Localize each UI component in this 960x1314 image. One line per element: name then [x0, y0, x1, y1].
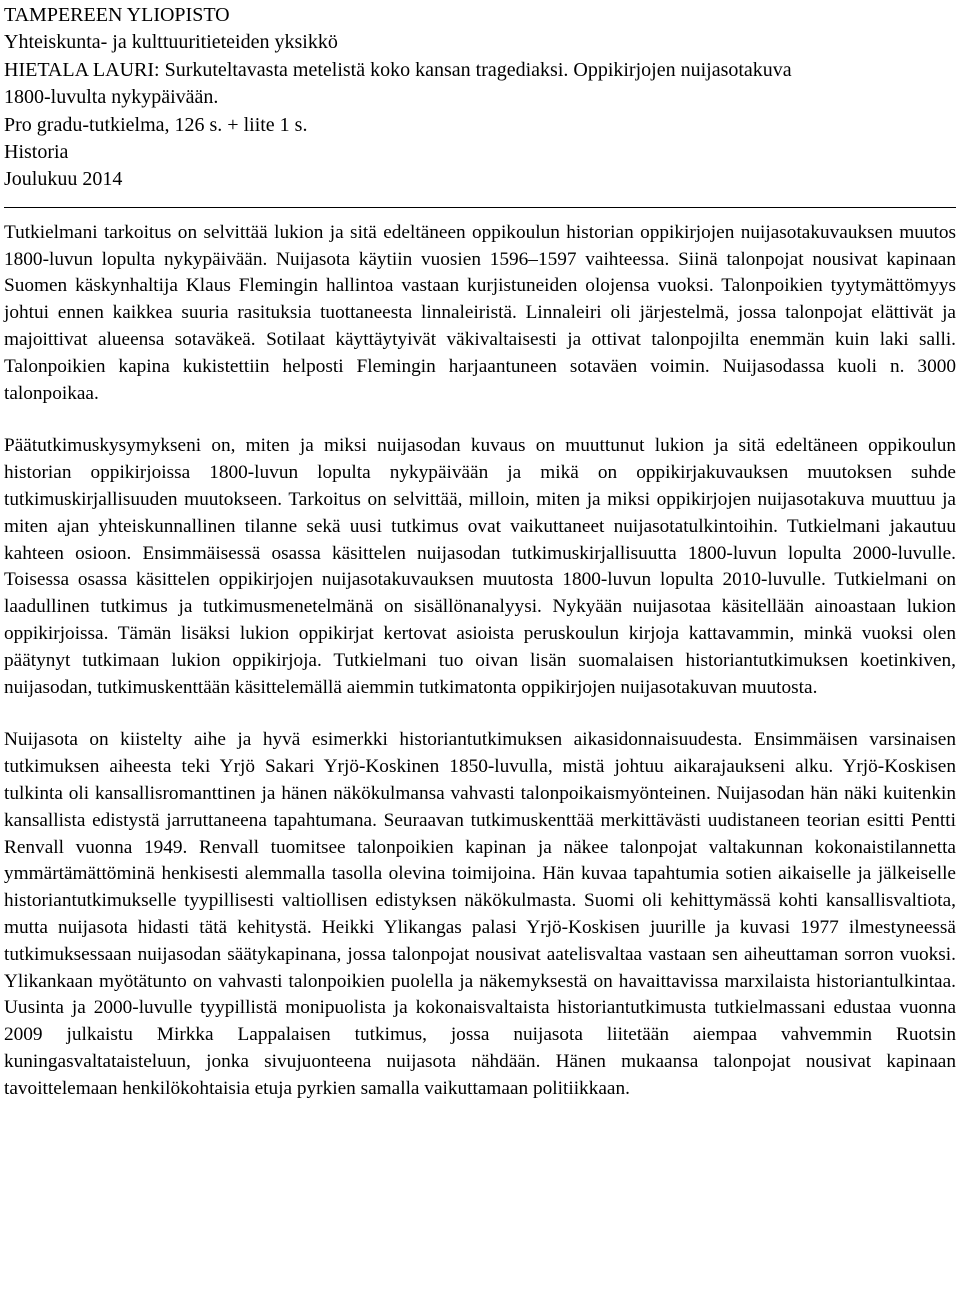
abstract-paragraph-2: Päätutkimuskysymykseni on, miten ja miksi nuijasodan kuvaus on muuttunut lukion ja sitä edeltäneen oppikoulun historian oppikirjoissa 1800-luvun lopulta nykypäivään ja mikä on oppikirjakuvauksen muutoksen suhde tutkimuskirjallisuuden muutokseen. Tarkoitus on selvittää, milloin, miten ja miksi oppikirjojen nuijasotakuva muuttuu ja miten ajan yhteiskunnallinen tilanne sekä uusi tutkimus ovat vaikuttaneet nuijasotatulkintoihin. Tutkielmani jakautuu kahteen osioon. Ensimmäisessä osassa käsittelen nuijasodan tutkimuskirjallisuutta 1800-luvun lopulta 2000-luvulle. Toisessa osassa käsittelen oppikirjojen nuijasotakuvauksen muutosta 1800-luvun lopulta 2010-luvulle. Tutkielmani on laadullinen tutkimus ja tutkimusmenetelmänä on sisällönanalyysi. Nykyään nuijasotaa käsitellään ainoastaan lukion oppikirjoissa. Tämän lisäksi lukion oppikirjat kertovat asioista peruskoulun kirjoja kattavammin, minkä vuoksi olen päätynyt tutkimaan lukion oppikirjoja. Tutkielmani tuo oivan lisän suomalaisen historiantutkimuksen koetinkiven, nuijasodan, tutkimuskenttään käsittelemällä aiemmin tutkimatonta oppikirjojen nuijasotakuvan muutosta.	[4, 435, 956, 698]
author-and-title-line-1: HIETALA LAURI: Surkuteltavasta metelistä koko kansan tragediaksi. Oppikirjojen nuijasotakuva	[4, 58, 792, 81]
faculty-unit: Yhteiskunta- ja kulttuuritieteiden yksikkö	[4, 31, 338, 54]
header-divider	[4, 207, 956, 208]
date: Joulukuu 2014	[4, 168, 123, 191]
abstract-body	[4, 220, 956, 1103]
university-name: TAMPEREEN YLIOPISTO	[4, 4, 230, 26]
document-page	[4, 2, 956, 1103]
document-header	[4, 2, 956, 194]
thesis-info: Pro gradu-tutkielma, 126 s. + liite 1 s.	[4, 113, 308, 136]
subject: Historia	[4, 141, 69, 164]
abstract-paragraph-3: Nuijasota on kiistelty aihe ja hyvä esimerkki historiantutkimuksen aikasidonnaisuudesta. Ensimmäisen varsinaisen tutkimuksen aiheesta teki Yrjö Sakari Yrjö-Koskinen 1850-luvulla, mistä johtuu aikarajaukseni alku. Yrjö-Koskisen tulkinta oli kansallisromanttinen ja hänen näkökulmansa vahvasti talonpoikaismyönteinen. Nuijasodan hän näki kuitenkin kansallista edistystä jarruttaneena tapahtumana. Seuraavan tutkimuskenttää merkittävästi uudistaneen teorian esitti Pentti Renvall vuonna 1949. Renvall tuomitsee talonpoikien kapinan ja näkee talonpojat valtakunnan kokonaistilannetta ymmärtämättöminä henkisesti alemmalla tasolla olevina toimijoina. Hän kuvaa tapahtumia sotien aikaiselle ja jälkeiselle historiantutkimukselle tyypillisesti valtiollisen edistyksen näkökulmasta. Suomi oli kehittymässä kohti kansallisvaltiota, mutta nuijasota hidasti tätä kehitystä. Heikki Ylikangas palasi Yrjö-Koskisen juurille ja kuvasi 1977 ilmestyneessä tutkimuksessaan nuijasodan säätykapinana, jossa talonpojat nousivat aatelisvaltaa vastaan sen aiheuttaman sorron vuoksi. Ylikankaan myötätunto on vahvasti talonpoikien puolella ja näkemyksestä on havaittavissa marxilaista historiantulkintaa. Uusinta ja 2000-luvulle tyypillistä monipuolista ja kokonaisvaltaista historiantutkimusta tutkielmassani edustaa vuonna 2009 julkaistu Mirkka Lappalaisen tutkimus, jossa nuijasota liitetään aiempaa vahvemmin Ruotsin kuningasvaltataisteluun, jonka sivujuonteena nuijasota nähdään. Hänen mukaansa talonpojat nousivat kapinaan tavoittelemaan henkilökohtaisia etuja pyrkien samalla vaikuttamaan politiikkaan.	[4, 729, 956, 1099]
author-and-title-line-2: 1800-luvulta nykypäivään.	[4, 86, 219, 109]
abstract-paragraph-1: Tutkielmani tarkoitus on selvittää lukion ja sitä edeltäneen oppikoulun historian oppikirjojen nuijasotakuvauksen muutos 1800-luvun lopulta nykypäivään. Nuijasota käytiin vuosien 1596–1597 vaihteessa. Siinä talonpojat nousivat kapinaan Suomen käskynhaltija Klaus Flemingin hallintoa vastaan kurjistuneiden olojensa vuoksi. Talonpoikien tyytymättömyys johtui ennen kaikkea suuria rasituksia tuottaneesta linnaleiristä. Linnaleiri oli järjestelmä, jossa talonpojat elättivät ja majoittivat alueensa sotaväkeä. Sotilaat käyttäytyivät väkivaltaisesti ja ottivat talonpojilta enemmän kuin laki salli. Talonpoikien kapina kukistettiin helposti Flemingin harjaantuneen sotaväen voimin. Nuijasodassa kuoli n. 3000 talonpoikaa.	[4, 221, 956, 404]
